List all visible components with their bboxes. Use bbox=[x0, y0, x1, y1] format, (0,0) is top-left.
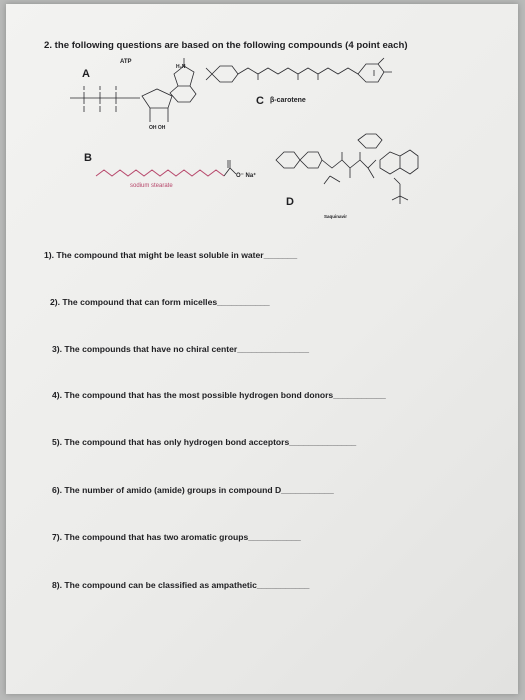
saquinavir-decahydroisoquinoline bbox=[380, 150, 418, 174]
question-1: 1). The compound that might be least soluble in water_______ bbox=[44, 250, 298, 260]
compound-c-letter: C bbox=[256, 95, 264, 107]
atp-ribose-ring bbox=[142, 89, 172, 122]
saquinavir-phenyl bbox=[358, 134, 382, 148]
atp-phosphate-chain bbox=[70, 86, 140, 112]
question-7: 7). The compound that has two aromatic groups___________ bbox=[52, 532, 301, 542]
stearate-head bbox=[224, 160, 236, 176]
carotene-left-ring bbox=[206, 66, 238, 82]
compound-b-name: sodium stearate bbox=[130, 183, 173, 189]
sodium-carboxylate-label: O⁻ Na⁺ bbox=[236, 173, 257, 179]
saquinavir-quinoline bbox=[276, 152, 322, 168]
saquinavir-backbone bbox=[322, 152, 376, 178]
question-6: 6). The number of amido (amide) groups in compound D___________ bbox=[52, 485, 334, 495]
question-2: 2). The compound that can form micelles___________ bbox=[50, 297, 270, 307]
atp-label: ATP bbox=[120, 59, 132, 65]
question-3: 3). The compounds that have no chiral center_______________ bbox=[52, 344, 309, 354]
compound-d-letter: D bbox=[286, 196, 294, 208]
stearate-chain bbox=[96, 170, 224, 176]
question-heading: 2. the following questions are based on the following compounds (4 point each) bbox=[44, 40, 408, 51]
atp-amine-atom: H₂N bbox=[176, 64, 186, 70]
saquinavir-amide bbox=[324, 176, 340, 184]
question-5: 5). The compound that has only hydrogen bond acceptors______________ bbox=[52, 437, 357, 447]
compound-a-letter: A bbox=[82, 68, 90, 80]
compound-c-name: β-carotene bbox=[270, 97, 306, 104]
saquinavir-tbutyl bbox=[392, 178, 408, 204]
carotene-chain bbox=[238, 68, 358, 80]
question-4: 4). The compound that has the most possible hydrogen bond donors___________ bbox=[52, 390, 386, 400]
compound-b-letter: B bbox=[84, 152, 92, 164]
compound-d-name: Saquinavir bbox=[324, 214, 348, 219]
carotene-right-ring bbox=[358, 58, 392, 82]
atp-hydroxyls: OH OH bbox=[149, 125, 166, 131]
question-8: 8). The compound can be classified as ampathetic___________ bbox=[52, 580, 310, 590]
